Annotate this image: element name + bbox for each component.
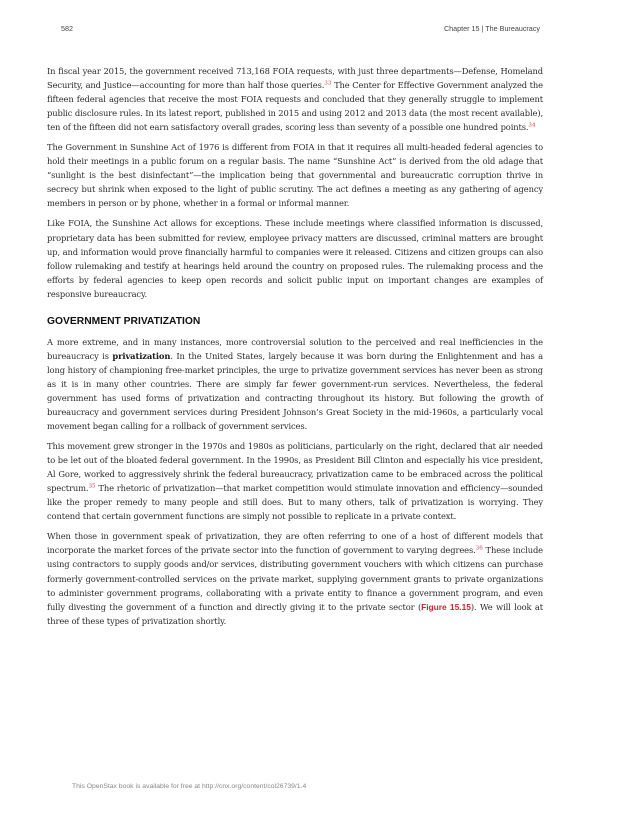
paragraph-text: The rhetoric of privatization—that market competition would stimulate innovation and efficiency—sounded like the proper remedy to many people and still does. But to many others, talk of privatization is worrying. They contend that certain government functions are simply not possible to replicate in a private context. [47,483,543,522]
footnote-ref-35[interactable]: 35 [88,483,96,490]
footnote-ref-34[interactable]: 34 [528,122,536,129]
page-number: 582 [61,24,73,33]
paragraph-text: The Center for Effective Government analyzed the fifteen federal agencies that receive the most FOIA requests and concluded that they generally struggle to implement public disclosure rules. In its latest report, published in 2015 and using 2012 and 2013 data (the most recent available), ten of the fifteen did not earn satisfactory overall grades, scoring less than seventy of a possible one hundred points. [47,80,543,133]
paragraph-text: ). We will look at three of these types of privatization shortly. [47,601,543,626]
paragraph-text: A more extreme, and in many instances, more controversial solution to the perceived and real inefficiencies in the bureaucracy is [47,336,543,361]
paragraph-text: When those in government speak of privatization, they are often referring to one of a host of different models that incorporate the market forces of the private sector into the function of government to varying degrees. [47,531,543,556]
figure-link[interactable]: Figure 15.15 [421,601,471,612]
paragraph-privatization-models [47,529,543,627]
paragraph-privatization-movement [47,439,543,523]
key-term-privatization: privatization [112,350,171,361]
paragraph-sunshine-act: The Government in Sunshine Act of 1976 is different from FOIA in that it requires all multi-headed federal agencies to hold their meetings in a public forum on a regular basis. The name “Sunshine Act” is derived from the old adage that “sunlight is the best disinfectant”—the implication being that governmental and bureaucratic corruption thrive in secrecy but shrink when exposed to the light of public scrutiny. The act defines a meeting as any gathering of agency members in person or by phone, whether in a formal or informal manner. [47,142,543,209]
footnote-ref-36[interactable]: 36 [475,546,483,553]
paragraph-privatization-intro [47,335,543,433]
page-body [47,64,543,634]
paragraph-text: This movement grew stronger in the 1970s and 1980s as politicians, particularly on the right, declared that air needed to be let out of the bloated federal government. In the 1990s, as President Bill Clinton and especially his vice president, Al Gore, worked to aggressively shrink the federal bureaucracy, privatization came to be embraced across the political spectrum. [47,441,543,494]
paragraph-foia-requests [47,64,543,134]
paragraph-sunshine-exceptions: Like FOIA, the Sunshine Act allows for exceptions. These include meetings where classified information is discussed, proprietary data has been submitted for review, employee privacy matters are discussed, criminal matters are brought up, and information would prove financially harmful to companies were it released. Citizens and citizen groups can also follow rulemaking and testify at hearings held around the country on proposed rules. The rulemaking process and the efforts by federal agencies to keep open records and solicit public input on important changes are examples of responsive bureaucracy. [47,218,543,299]
page-header [61,24,540,38]
paragraph-text: These include using contractors to supply goods and/or services, distributing government vouchers with which citizens can purchase formerly government-controlled services on the private market, supplying government grants to private organizations to administer government programs, collaborating with a private entity to finance a government program, and even fully divesting the government of a function and directly giving it to the private sector ( [47,545,543,612]
paragraph-text: . In the United States, largely because it was born during the Enlightenment and has a long history of championing free-market principles, the urge to privatize government services has never been as strong as it is in many other countries. There are simply far fewer government-run services. Nevertheless, the federal government has used forms of privatization and contracting throughout its history. But following the growth of bureaucracy and government services during President Johnson’s Great Society in the mid-1960s, a particularly vocal movement began calling for a rollback of government services. [47,350,544,432]
footnote-ref-33[interactable]: 33 [324,80,332,87]
page-footer: This OpenStax book is available for free at http://cnx.org/content/col26739/1.4 [72,783,307,790]
section-heading: GOVERNMENT PRIVATIZATION [47,315,201,327]
paragraph-text: In fiscal year 2015, the government received 713,168 FOIA requests, with just three departments—Defense, Homeland Security, and Justice—accounting for more than half those queries. [47,66,543,91]
chapter-title: Chapter 15 | The Bureaucracy [443,24,540,33]
